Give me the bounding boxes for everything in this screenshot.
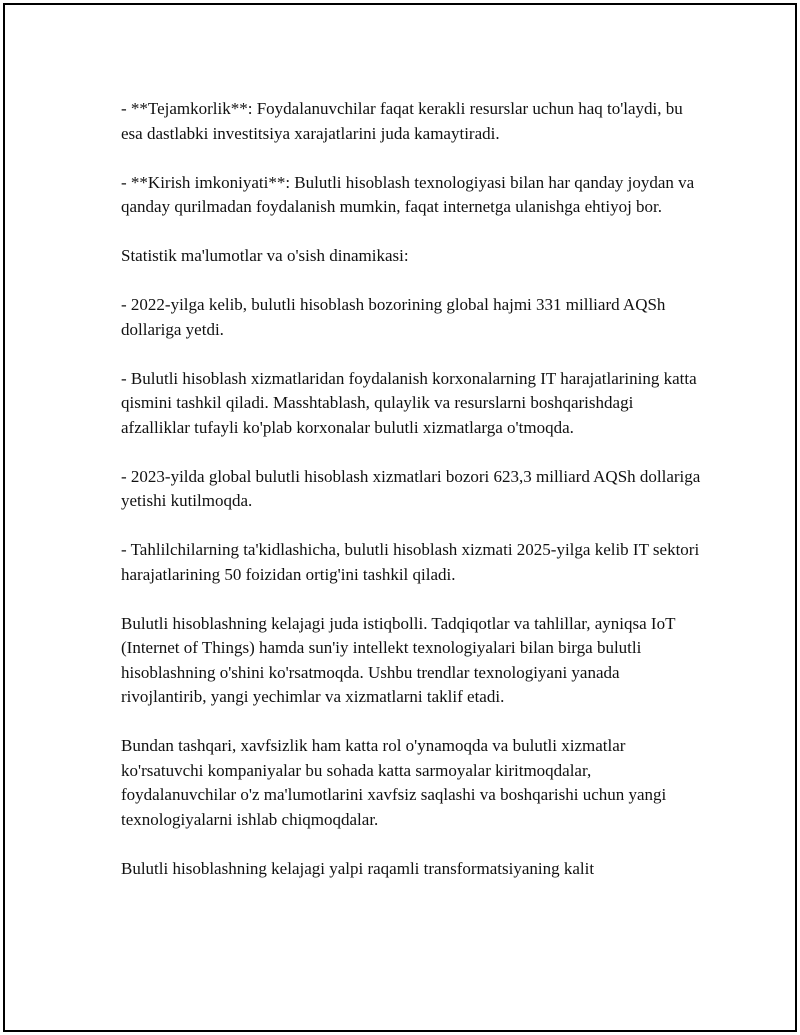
document-page (3, 3, 797, 1032)
paragraph-security: Bundan tashqari, xavfsizlik ham katta rol o'ynamoqda va bulutli xizmatlar ko'rsatuvchi kompaniyalar bu sohada katta sarmoyalar kiritmoqdalar, foydalanuvchilar o'z ma'lumotlarini xavfsiz saqlashi va boshqarishi uchun yangi texnologiyalarni ishlab chiqmoqdalar. (121, 736, 667, 829)
paragraph-tejamkorlik: - **Tejamkorlik**: Foydalanuvchilar faqat kerakli resurslar uchun haq to'laydi, bu esa dastlabki investitsiya xarajatlarini juda kamaytiradi. (121, 99, 683, 143)
paragraph-statistics-heading: Statistik ma'lumotlar va o'sish dinamikasi: (121, 246, 409, 265)
paragraph-conclusion-start: Bulutli hisoblashning kelajagi yalpi raqamli transformatsiyaning kalit (121, 858, 595, 878)
paragraph-kirish-imkoniyati: - **Kirish imkoniyati**: Bulutli hisoblash texnologiyasi bilan har qanday joydan va qanday qurilmadan foydalanish mumkin, faqat internetga ulanishga ehtiyoj bor. (121, 172, 695, 216)
document-body (121, 97, 701, 906)
paragraph-2022-market: - 2022-yilga kelib, bulutli hisoblash bozorining global hajmi 331 milliard AQSh dollariga yetdi. (121, 295, 666, 339)
paragraph-future-outlook: Bulutli hisoblashning kelajagi juda istiqbolli. Tadqiqotlar va tahlillar, ayniqsa IoT (Internet of Things) hamda sun'iy intellekt texnologiyalari bilan birga bulutli hisoblashning o'shini ko'rsatmoqda. Ushbu trendlar texnologiyani yanada rivojlantirib, yangi yechimlar va xizmatlarni taklif etadi. (121, 613, 676, 706)
paragraph-it-spending: - Bulutli hisoblash xizmatlaridan foydalanish korxonalarning IT harajatlarining katta qismini tashkil qiladi. Masshtablash, qulaylik va resurslarni boshqarishdagi afzalliklar tufayli ko'plab korxonalar bulutli xizmatlarga o'tmoqda. (121, 368, 697, 437)
paragraph-2025-forecast: - Tahlilchilarning ta'kidlashicha, bulutli hisoblash xizmati 2025-yilga kelib IT sektori harajatlarining 50 foizidan ortig'ini tashkil qiladi. (121, 540, 700, 584)
paragraph-2023-market: - 2023-yilda global bulutli hisoblash xizmatlari bozori 623,3 milliard AQSh dollariga yetishi kutilmoqda. (121, 466, 701, 510)
